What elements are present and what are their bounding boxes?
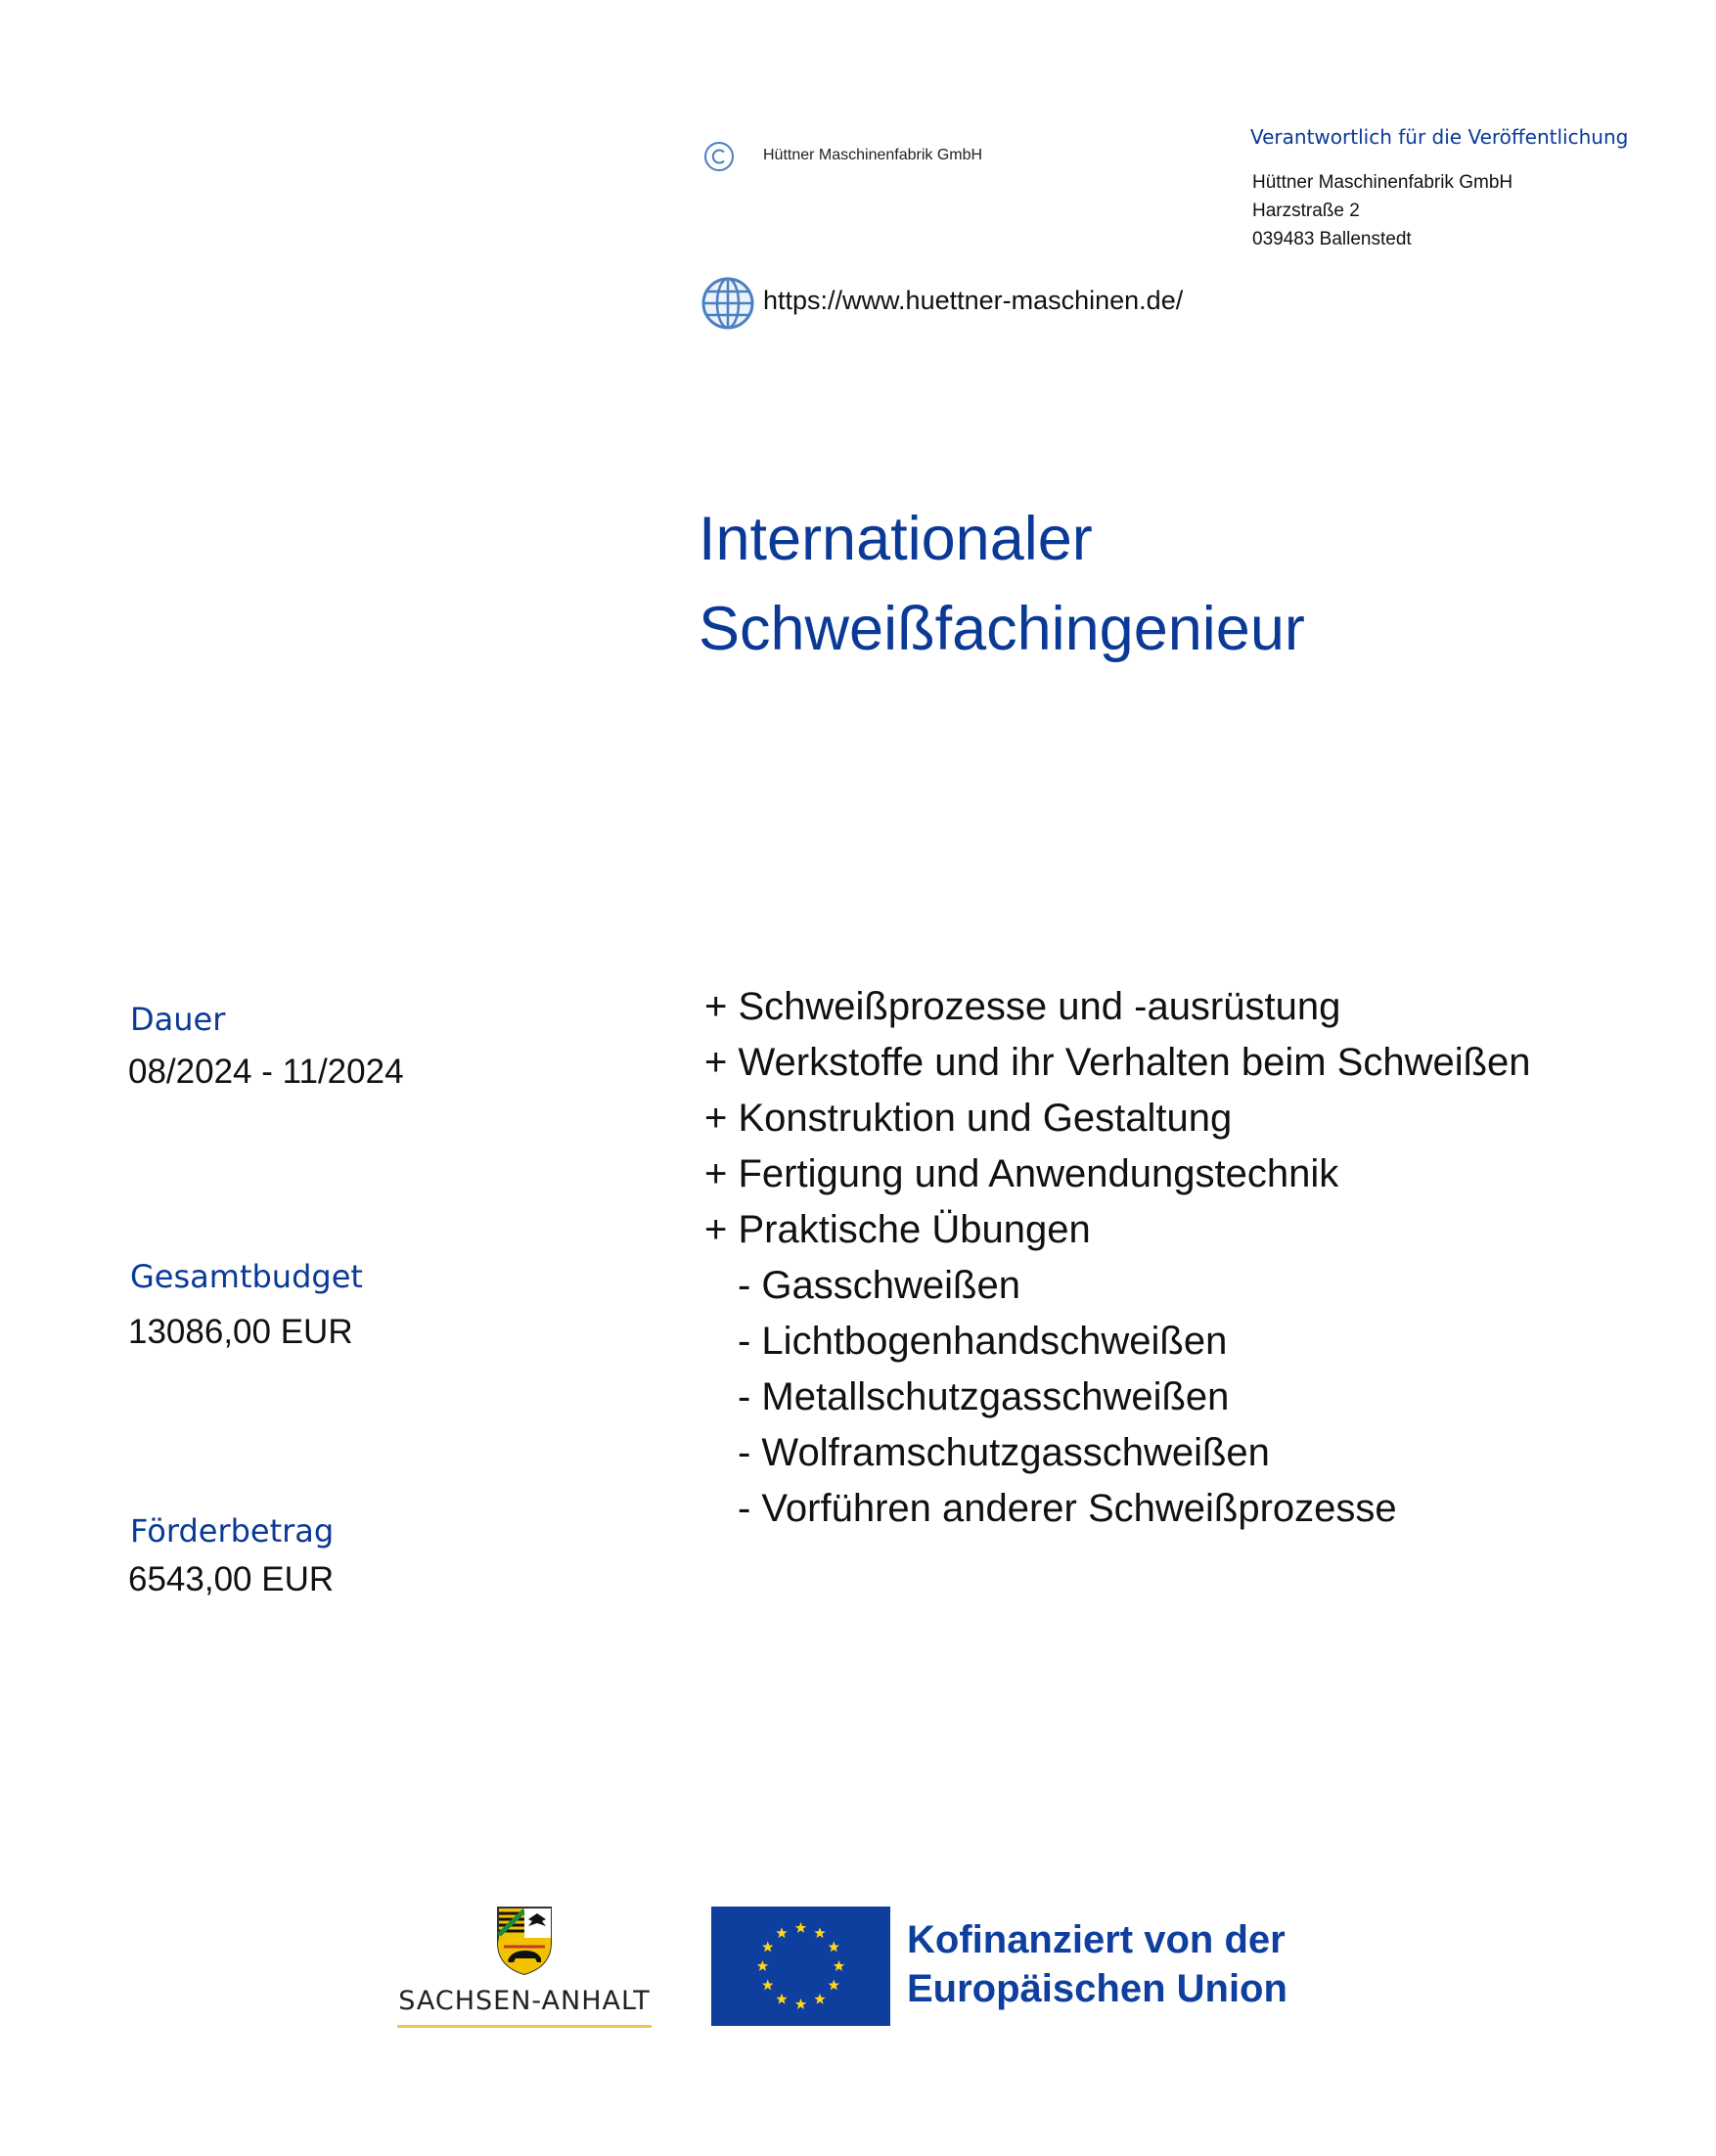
list-item: + Praktische Übungen (704, 1208, 1091, 1251)
sachsen-anhalt-wordmark: SACHSEN-ANHALT (398, 1986, 651, 2016)
foerderbetrag-label: Förderbetrag (130, 1512, 335, 1550)
list-item: + Fertigung und Anwendungstechnik (704, 1152, 1339, 1195)
list-item: + Werkstoffe und ihr Verhalten beim Schweißen (704, 1041, 1531, 1084)
globe-icon (700, 276, 755, 331)
list-item: + Konstruktion und Gestaltung (704, 1097, 1233, 1140)
copyright-holder: Hüttner Maschinenfabrik GmbH (763, 147, 983, 163)
list-subitem: - Wolframschutzgasschweißen (738, 1431, 1270, 1474)
title-line-1: Internationaler (699, 505, 1093, 573)
gesamtbudget-label: Gesamtbudget (130, 1258, 363, 1295)
list-subitem: - Lichtbogenhandschweißen (738, 1320, 1228, 1363)
responsible-title: Verantwortlich für die Veröffentlichung (1250, 125, 1629, 149)
list-subitem: - Vorführen anderer Schweißprozesse (738, 1487, 1397, 1530)
list-item: + Schweißprozesse und -ausrüstung (704, 985, 1341, 1028)
dauer-value: 08/2024 - 11/2024 (128, 1053, 404, 1091)
eu-cofunding-text (907, 1915, 1287, 2013)
address-company: Hüttner Maschinenfabrik GmbH (1252, 172, 1513, 193)
gesamtbudget-value: 13086,00 EUR (128, 1313, 353, 1351)
copyright-icon (702, 140, 736, 173)
dauer-label: Dauer (130, 1001, 226, 1038)
title-line-2: Schweißfachingenieur (699, 595, 1305, 663)
foerderbetrag-value: 6543,00 EUR (128, 1560, 335, 1598)
list-subitem: - Gasschweißen (738, 1264, 1020, 1307)
website-link[interactable]: https://www.huettner-maschinen.de/ (763, 286, 1184, 315)
content-list (704, 979, 1531, 1537)
address-street: Harzstraße 2 (1252, 201, 1360, 221)
sachsen-anhalt-logo (397, 1906, 652, 2027)
list-subitem: - Metallschutzgasschweißen (738, 1375, 1230, 1418)
eu-text-line-1: Kofinanziert von der (907, 1918, 1286, 1961)
eu-flag-icon (711, 1907, 890, 2026)
eu-text-line-2: Europäischen Union (907, 1967, 1287, 2010)
address-city: 039483 Ballenstedt (1252, 229, 1412, 249)
sachsen-anhalt-underline (397, 2025, 652, 2028)
coat-of-arms-icon (496, 1906, 553, 1976)
publisher-address (1252, 168, 1513, 253)
page-title (699, 494, 1305, 674)
